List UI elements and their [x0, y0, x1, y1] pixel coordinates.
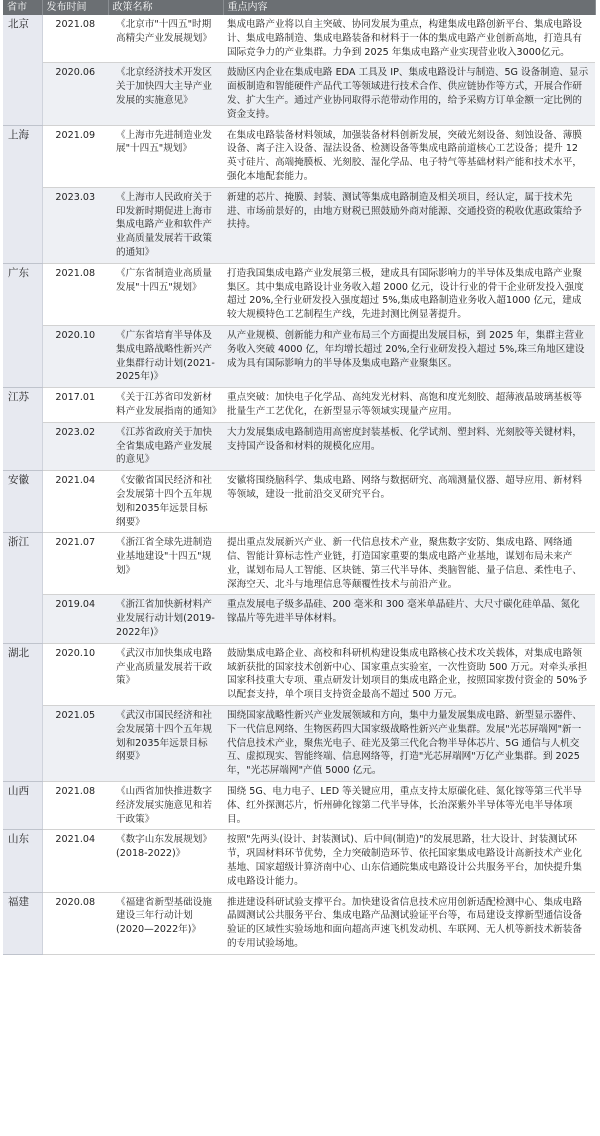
header-policy-name: 政策名称	[108, 0, 223, 15]
date-cell: 2021.07	[42, 533, 108, 595]
policy-name-cell: 《山西省加快推进数字经济发展实施意见和若干政策》	[108, 782, 223, 830]
date-cell: 2023.02	[42, 422, 108, 470]
date-cell: 2021.08	[42, 782, 108, 830]
policy-name-cell: 《安徽省国民经济和社会发展第十四个五年规划和2035年远景目标纲要》	[108, 471, 223, 533]
province-cell: 江苏	[3, 388, 42, 471]
policy-name-cell: 《北京市"十四五"时期高精尖产业发展规划》	[108, 15, 223, 63]
policy-name-cell: 《广东省制造业高质量发展"十四五"规划》	[108, 263, 223, 325]
policy-name-cell: 《浙江省加快新材料产业发展行动计划(2019-2022年)》	[108, 595, 223, 643]
content-cell: 集成电路产业将以自主突破、协同发展为重点，构建集成电路创新平台、集成电路设计、集成电路制造、集成电路装备和材料于一体的集成电路产业创新高地，打造具有国际竞争力的产业集群。力争到 2025 年集成电路产业实现营业收入3000亿元。	[223, 15, 595, 63]
content-cell: 围绕 5G、电力电子、LED 等关键应用，重点支持太原碳化硅、氮化镓等第三代半导体、红外探测芯片，忻州砷化镓第二代半导体，长治深紫外半导体等光电半导体项目。	[223, 782, 595, 830]
date-cell: 2021.05	[42, 706, 108, 782]
date-cell: 2021.09	[42, 125, 108, 187]
province-cell: 山东	[3, 830, 42, 892]
header-province: 省市	[3, 0, 42, 15]
table-row	[3, 125, 595, 187]
table-row	[3, 15, 595, 63]
table-row	[3, 388, 595, 423]
policy-name-cell: 《广东省培育半导体及集成电路战略性新兴产业集群行动计划(2021-2025年)》	[108, 325, 223, 387]
header-row	[3, 0, 595, 15]
date-cell: 2023.03	[42, 187, 108, 263]
header-date: 发布时间	[42, 0, 108, 15]
content-cell: 鼓励区内企业在集成电路 EDA 工具及 IP、集成电路设计与制造、5G 设备制造、显示面板制造和智能硬件产品代工等领域进行技术合作、供应链协作等方式，开展合作研发、扩大生产。通过产业协同取得示范带动作用的，给予采购方订单金额一定比例的资金支持。	[223, 63, 595, 125]
policy-name-cell: 《武汉市加快集成电路产业高质量发展若干政策》	[108, 643, 223, 705]
policy-name-cell: 《武汉市国民经济和社会发展第十四个五年规划和2035年远景目标纲要》	[108, 706, 223, 782]
content-cell: 大力发展集成电路制造用高密度封装基板、化学试剂、塑封料、光刻胶等关键材料，支持国产设备和材料的规模化应用。	[223, 422, 595, 470]
policy-name-cell: 《关于江苏省印发新材料产业发展指南的通知》	[108, 388, 223, 423]
province-cell: 上海	[3, 125, 42, 263]
header-key-content: 重点内容	[223, 0, 595, 15]
province-cell: 广东	[3, 263, 42, 387]
date-cell: 2020.06	[42, 63, 108, 125]
policy-name-cell: 《江苏省政府关于加快全省集成电路产业发展的意见》	[108, 422, 223, 470]
content-cell: 在集成电路装备材料领域，加强装备材料创新发展，突破光刻设备、刻蚀设备、薄膜设备、离子注入设备、湿法设备、检测设备等集成电路前道核心工艺设备；提升 12 英寸硅片、高端掩膜板、光刻胶、湿化学品、电子特气等基础材料产能和技术水平，强化本地配套能力。	[223, 125, 595, 187]
table-row	[3, 706, 595, 782]
content-cell: 提出重点发展新兴产业、新一代信息技术产业，聚焦数字安防、集成电路、网络通信、智能计算标志性产业链，打造国家重要的集成电路产业基地，谋划布局未来产业，谋划布局人工智能、区块链、第三代半导体、类脑智能、量子信息、柔性电子、深海空天、北斗与地理信息等颠覆性技术与前沿产业。	[223, 533, 595, 595]
table-row	[3, 782, 595, 830]
date-cell: 2020.10	[42, 643, 108, 705]
content-cell: 打造我国集成电路产业发展第三极，建成具有国际影响力的半导体及集成电路产业聚集区。其中集成电路设计业务收入超 2000 亿元，设计行业的骨干企业研发投入强度超过 20%,全行业研发投入强度超过 5%,集成电路制造业务收入超1000 亿元，建成较大规模特色工艺制程生产线，先进封测比例显著提升。	[223, 263, 595, 325]
table-row	[3, 892, 595, 954]
policy-name-cell: 《上海市先进制造业发展"十四五"规划》	[108, 125, 223, 187]
date-cell: 2019.04	[42, 595, 108, 643]
table-row	[3, 643, 595, 705]
policy-name-cell: 《数字山东发展规划》(2018-2022)》	[108, 830, 223, 892]
province-cell: 湖北	[3, 643, 42, 781]
date-cell: 2017.01	[42, 388, 108, 423]
content-cell: 鼓励集成电路企业、高校和科研机构建设集成电路核心技术攻关载体，对集成电路领域新获批的国家技术创新中心、国家重点实验室，一次性资助 500 万元。对牵头承担国家科技重大专项、重点研发计划项目的集成电路企业，按照国家拨付资金的 50%予以配套支持，单个项目支持资金最高不超过 500 万元。	[223, 643, 595, 705]
table-row	[3, 325, 595, 387]
table-row	[3, 63, 595, 125]
policy-name-cell: 《福建省新型基础设施建设三年行动计划(2020—2022年)》	[108, 892, 223, 954]
content-cell: 围绕国家战略性新兴产业发展领域和方向，集中力量发展集成电路、新型显示器件、下一代信息网络、生物医药四大国家级战略性新兴产业集群。发展"光芯屏端网"新一代信息技术产业，聚焦光电子、硅光及第三代化合物半导体芯片、5G 通信与人机交互、虚拟现实、智能终端、信息网络等，打造"光芯屏端网"万亿产业集群。到 2025 年，"光芯屏端网"产值 5000 亿元。	[223, 706, 595, 782]
province-cell: 安徽	[3, 471, 42, 533]
province-cell: 浙江	[3, 533, 42, 644]
content-cell: 重点突破：加快电子化学品、高纯发光材料、高饱和度光刻胶、超薄液晶玻璃基板等批量生产工艺优化，在新型显示等领域实现量产应用。	[223, 388, 595, 423]
content-cell: 推进建设科研试验支撑平台。加快建设省信息技术应用创新适配检测中心、集成电路晶圆测试公共服务平台、集成电路产品测试验证平台等，布局建设支撑新型通信设备验证的区域性实验场地和面向超高声速飞机发动机、车联网、无人机等新技术新装备的专用试验场地。	[223, 892, 595, 954]
table-row	[3, 187, 595, 263]
date-cell: 2020.10	[42, 325, 108, 387]
table-row	[3, 830, 595, 892]
content-cell: 新建的芯片、掩膜、封装、测试等集成电路制造及相关项目，经认定，属于技术先进、市场前景好的，由地方财税已照鼓励外商对能源、交通投资的税收优惠政策给予扶持。	[223, 187, 595, 263]
table-row	[3, 422, 595, 470]
date-cell: 2021.08	[42, 15, 108, 63]
table-row	[3, 471, 595, 533]
province-cell: 北京	[3, 15, 42, 125]
date-cell: 2021.04	[42, 471, 108, 533]
province-cell: 山西	[3, 782, 42, 830]
table-row	[3, 533, 595, 595]
table-row	[3, 595, 595, 643]
policy-name-cell: 《上海市人民政府关于印发新时期促进上海市集成电路产业和软件产业高质量发展若干政策的通知》	[108, 187, 223, 263]
date-cell: 2021.08	[42, 263, 108, 325]
content-cell: 安徽将围绕脑科学、集成电路、网络与数据研究、高端测量仪器、超导应用、新材料等领域，建设一批前沿交叉研究平台。	[223, 471, 595, 533]
date-cell: 2020.08	[42, 892, 108, 954]
content-cell: 从产业规模、创新能力和产业布局三个方面提出发展目标，到 2025 年，集群主营业务收入突破 4000 亿，年均增长超过 20%,全行业研发投入超过 5%,珠三角地区建设成为具有国际影响力的半导体及集成电路产业聚集区。	[223, 325, 595, 387]
content-cell: 按照"先两头(设计、封装测试)、后中间(制造)"的发展思路，壮大设计、封装测试环节，巩固材料环节优势，全力突破制造环节、依托国家集成电路设计高新技术产业化基地、国家超级计算济南中心、山东信通院集成电路设计公共服务平台，加快提升集成电路设计能力。	[223, 830, 595, 892]
table-row	[3, 263, 595, 325]
policy-table	[3, 0, 596, 955]
policy-name-cell: 《浙江省全球先进制造业基地建设"十四五"规划》	[108, 533, 223, 595]
content-cell: 重点发展电子级多晶硅、200 毫米和 300 毫米单晶硅片、大尺寸碳化硅单晶、氮化镓晶片等先进半导体材料。	[223, 595, 595, 643]
policy-name-cell: 《北京经济技术开发区关于加快四大主导产业发展的实施意见》	[108, 63, 223, 125]
province-cell: 福建	[3, 892, 42, 954]
date-cell: 2021.04	[42, 830, 108, 892]
